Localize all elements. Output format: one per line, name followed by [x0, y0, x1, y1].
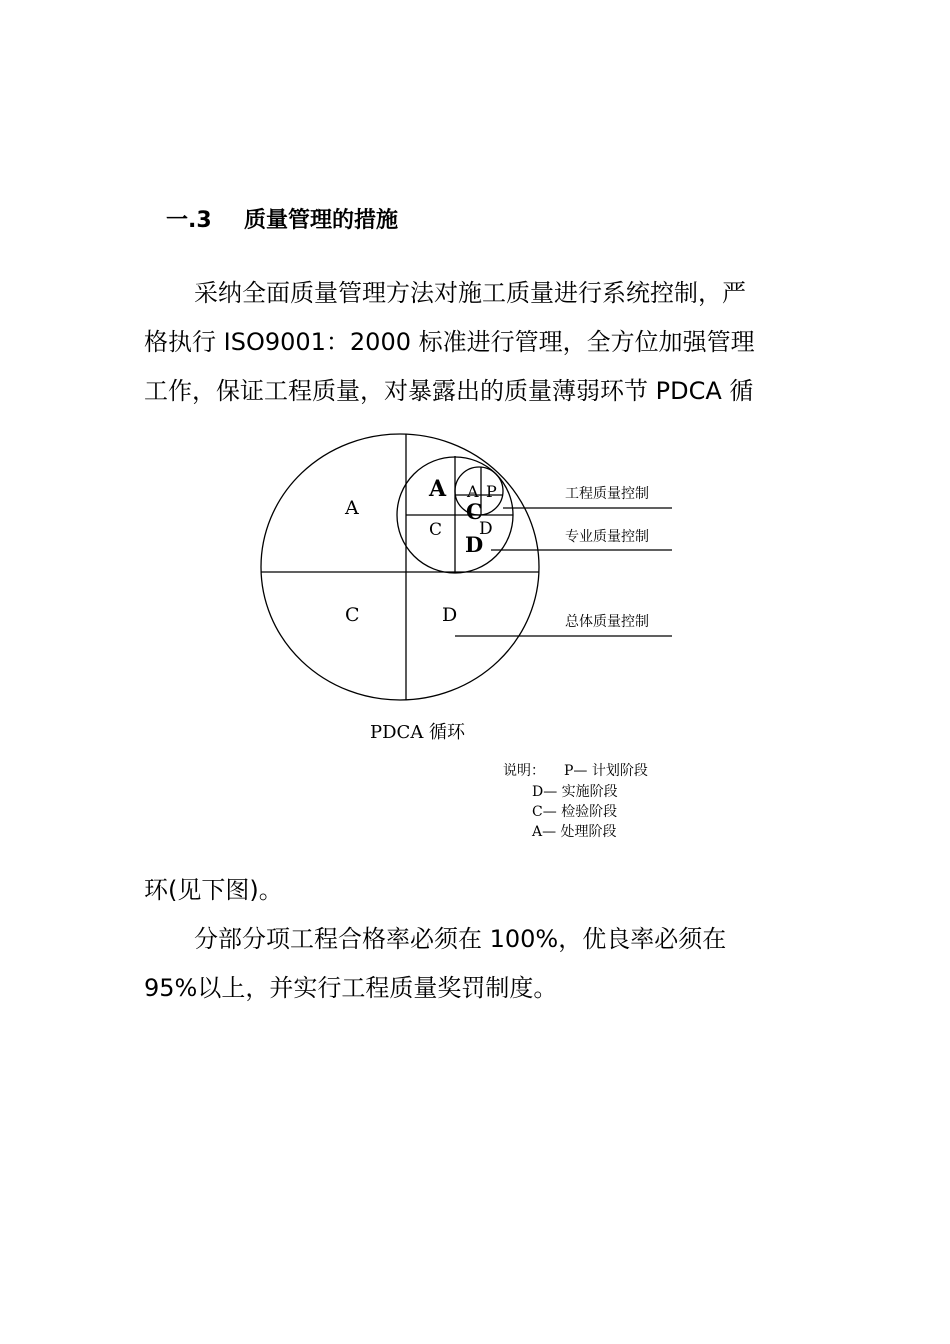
mid-c-label: C [429, 520, 443, 540]
big-a-label: A [345, 497, 359, 519]
section-title: 质量管理的措施 [244, 208, 399, 233]
legend-d: D— 实施阶段 [532, 784, 618, 800]
paragraph-1-line-2: 格执行 ISO9001：2000 标准进行管理，全方位加强管理 [144, 328, 755, 356]
mid-d-label: D [465, 532, 484, 557]
engineering-quality-label: 工程质量控制 [565, 486, 649, 502]
paragraph-2-line-2: 95%以上，并实行工程质量奖罚制度。 [144, 974, 558, 1002]
legend-c: C— 检验阶段 [532, 804, 618, 820]
small-c-label: C [466, 499, 483, 524]
diagram-caption: PDCA 循环 [370, 722, 466, 743]
legend-a: A— 处理阶段 [532, 824, 617, 840]
small-d-label: D [479, 519, 493, 539]
small-p-label: P [486, 482, 497, 501]
small-a-label: A [467, 482, 479, 501]
paragraph-2-line-1: 分部分项工程合格率必须在 100%，优良率必须在 [194, 925, 727, 953]
professional-quality-label: 专业质量控制 [565, 529, 649, 545]
legend-p: P— 计划阶段 [564, 763, 648, 779]
paragraph-1-line-4: 环(见下图)。 [144, 876, 283, 904]
big-d-label: D [442, 604, 458, 626]
paragraph-1-line-3: 工作，保证工程质量，对暴露出的质量薄弱环节 PDCA 循 [144, 377, 754, 405]
overall-quality-label: 总体质量控制 [565, 614, 649, 630]
big-circle [261, 434, 539, 700]
paragraph-1-line-1: 采纳全面质量管理方法对施工质量进行系统控制，严 [194, 279, 746, 307]
mid-a-label: A [429, 476, 447, 502]
section-number: 一.3 [166, 208, 212, 233]
legend-title: 说明： [503, 763, 545, 779]
big-c-label: C [345, 604, 360, 626]
